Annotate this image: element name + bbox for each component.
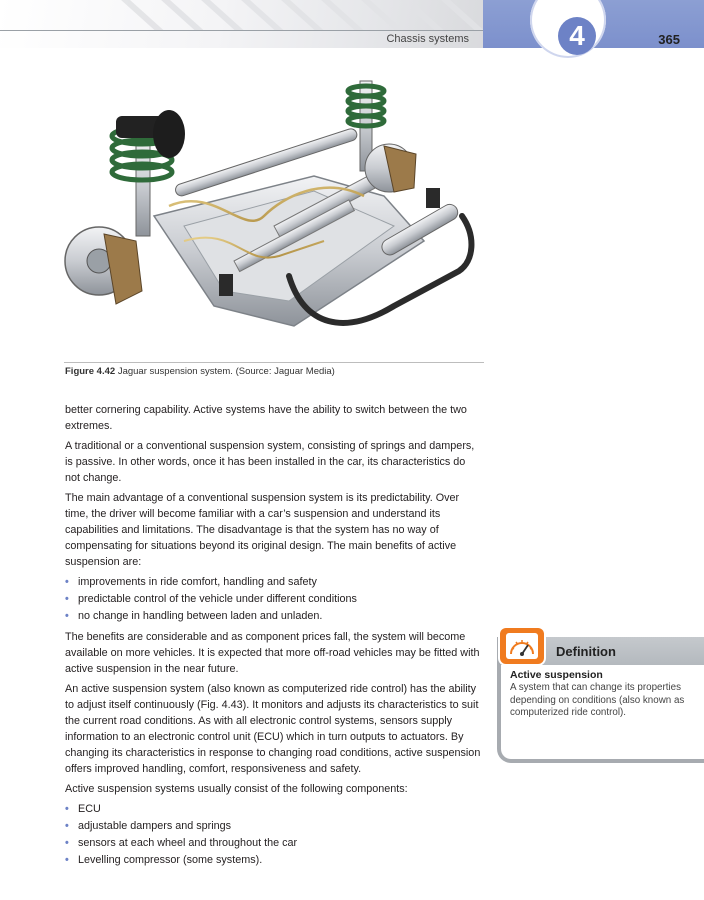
bullet-icon: • — [65, 803, 69, 815]
body-text — [65, 402, 483, 873]
bullet-icon: • — [65, 576, 69, 588]
bullet-icon: • — [65, 837, 69, 849]
figure-caption-text: Jaguar suspension system. (Source: Jaguar Media) — [117, 366, 335, 377]
bullet-icon: • — [65, 593, 69, 605]
header-banner — [0, 0, 483, 48]
header-rule — [0, 30, 483, 31]
suspension-system-illustration — [64, 66, 484, 362]
list-item: • no change in handling between laden and unladen. — [65, 610, 323, 622]
gauge-icon — [500, 628, 544, 664]
paragraph: Active suspension systems usually consist of the following components: — [65, 783, 408, 795]
paragraph: The benefits are considerable and as component prices fall, the system will become available on more vehicles. It is expected that more off-road vehicles may be fitted with active suspension in the near future. — [65, 631, 480, 675]
definition-term: Active suspension — [510, 669, 603, 681]
tire-tread-decoration — [0, 0, 483, 30]
page-number: 365 — [658, 32, 680, 47]
paragraph: An active suspension system (also known as computerized ride control) has the ability to adjust itself continuously (Fig. 4.43). It monitors and adjusts its characteristics to suit the current road conditions. As with all electronic control systems, sensors supply information to an electronic control unit (ECU) which in turn outputs to actuators. By changing its characteristics in response to changing road conditions, active suspension offers improved handling, comfort, responsiveness and safety. — [65, 683, 481, 775]
bullet-icon: • — [65, 610, 69, 622]
chapter-number: 4 — [558, 17, 596, 55]
list-item: • Levelling compressor (some systems). — [65, 854, 263, 866]
benefits-list — [65, 574, 483, 624]
list-item: • sensors at each wheel and throughout the car — [65, 837, 298, 849]
figure-label: Figure 4.42 — [65, 366, 116, 377]
definition-heading: Definition — [556, 644, 616, 659]
figure-caption — [65, 366, 335, 377]
definition-text: A system that can change its properties depending on conditions (also known as computerized ride control). — [510, 682, 685, 718]
figure-rule — [64, 362, 484, 363]
paragraph: A traditional or a conventional suspension system, consisting of springs and dampers, is passive. In other words, once it has been installed in the car, its characteristics do not change. — [65, 440, 475, 484]
list-item: • ECU — [65, 803, 101, 815]
paragraph: The main advantage of a conventional suspension system is its predictability. Over time, the driver will become familiar with a car’s suspension and understand its capabilities and limitations. The disadvantage is that the system has no way of compensating for situations beyond its original design. The main benefits of active suspension are: — [65, 492, 460, 568]
list-item: • improvements in ride comfort, handling and safety — [65, 576, 317, 588]
bullet-icon: • — [65, 820, 69, 832]
list-item: • adjustable dampers and springs — [65, 820, 232, 832]
section-title: Chassis systems — [386, 33, 469, 45]
paragraph: better cornering capability. Active systems have the ability to switch between the two extremes. — [65, 404, 467, 432]
list-item: • predictable control of the vehicle under different conditions — [65, 593, 357, 605]
bullet-icon: • — [65, 854, 69, 866]
components-list — [65, 801, 483, 868]
